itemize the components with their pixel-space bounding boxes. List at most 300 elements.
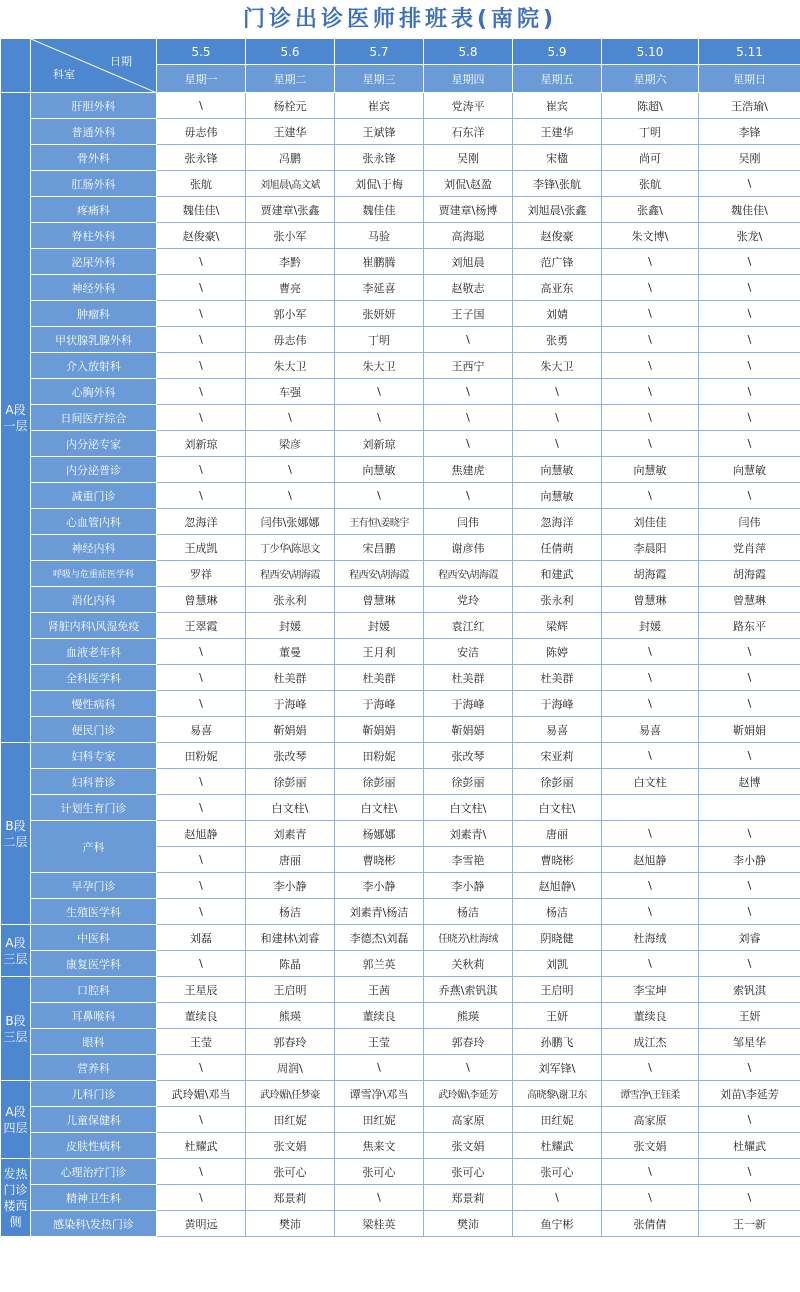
department-name: 泌尿外科 — [31, 249, 157, 275]
doctor-cell: 邹星华 — [699, 1029, 800, 1055]
weekday-header: 星期四 — [424, 65, 513, 93]
doctor-cell: 闫伟 — [424, 509, 513, 535]
department-name: 脊柱外科 — [31, 223, 157, 249]
doctor-cell: 程西安\胡海霞 — [335, 561, 424, 587]
doctor-cell: 王西宁 — [424, 353, 513, 379]
department-name: 康复医学科 — [31, 951, 157, 977]
date-header: 5.6 — [246, 39, 335, 65]
doctor-cell: 李雪艳 — [424, 847, 513, 873]
doctor-cell: 郭春玲 — [424, 1029, 513, 1055]
doctor-cell: 陈婷 — [513, 639, 602, 665]
doctor-cell: \ — [157, 795, 246, 821]
department-name: 全科医学科 — [31, 665, 157, 691]
table-row — [1, 327, 800, 353]
doctor-cell: \ — [602, 249, 699, 275]
doctor-cell: \ — [157, 93, 246, 119]
doctor-cell: 于海峰 — [246, 691, 335, 717]
doctor-cell: 靳娟娟 — [335, 717, 424, 743]
doctor-cell: \ — [424, 379, 513, 405]
doctor-cell: 杜海绒 — [602, 925, 699, 951]
doctor-cell: 白文柱\ — [424, 795, 513, 821]
doctor-cell: \ — [157, 483, 246, 509]
doctor-cell: \ — [157, 379, 246, 405]
doctor-cell: \ — [602, 275, 699, 301]
doctor-cell: \ — [602, 405, 699, 431]
doctor-cell: 王有恒\姜晓宇 — [335, 509, 424, 535]
doctor-cell: 熊瑛 — [424, 1003, 513, 1029]
doctor-cell: 贾建章\张鑫 — [246, 197, 335, 223]
doctor-cell: 白文柱 — [602, 769, 699, 795]
doctor-cell: \ — [157, 769, 246, 795]
doctor-cell: \ — [699, 1159, 800, 1185]
doctor-cell: 武玲媚\邓当 — [157, 1081, 246, 1107]
doctor-cell: \ — [424, 405, 513, 431]
doctor-cell: 高晓黎\谢卫东 — [513, 1081, 602, 1107]
table-row — [1, 431, 800, 457]
doctor-cell: \ — [602, 743, 699, 769]
schedule-table — [0, 38, 800, 1237]
doctor-cell: 任倩萌 — [513, 535, 602, 561]
doctor-cell: 尚可 — [602, 145, 699, 171]
weekday-header: 星期六 — [602, 65, 699, 93]
doctor-cell: \ — [157, 457, 246, 483]
doctor-cell: 董续良 — [157, 1003, 246, 1029]
table-row — [1, 197, 800, 223]
date-header: 5.9 — [513, 39, 602, 65]
doctor-cell: 曹晓彬 — [335, 847, 424, 873]
department-name: 血液老年科 — [31, 639, 157, 665]
doctor-cell: \ — [513, 431, 602, 457]
doctor-cell: 高家原 — [602, 1107, 699, 1133]
department-name: 普通外科 — [31, 119, 157, 145]
table-row — [1, 353, 800, 379]
doctor-cell: \ — [157, 951, 246, 977]
doctor-cell: \ — [424, 1055, 513, 1081]
doctor-cell: \ — [699, 665, 800, 691]
date-header: 5.5 — [157, 39, 246, 65]
doctor-cell: 白文柱\ — [246, 795, 335, 821]
doctor-cell: \ — [157, 665, 246, 691]
doctor-cell: 于海峰 — [335, 691, 424, 717]
doctor-cell: \ — [335, 1185, 424, 1211]
doctor-cell: 杜耀武 — [699, 1133, 800, 1159]
doctor-cell: 魏佳佳\ — [157, 197, 246, 223]
doctor-cell: 路东平 — [699, 613, 800, 639]
doctor-cell: 胡海霞 — [602, 561, 699, 587]
table-row — [1, 1211, 800, 1237]
doctor-cell: 曾慧琳 — [699, 587, 800, 613]
doctor-cell: 张永利 — [513, 587, 602, 613]
doctor-cell: 乔燕\索钒淇 — [424, 977, 513, 1003]
table-row — [1, 587, 800, 613]
table-row — [1, 457, 800, 483]
doctor-cell: 董续良 — [335, 1003, 424, 1029]
doctor-cell: 王浩瑜\ — [699, 93, 800, 119]
table-row — [1, 509, 800, 535]
department-name: 疼痛科 — [31, 197, 157, 223]
doctor-cell: 崔鹏腾 — [335, 249, 424, 275]
doctor-cell: 封媛 — [246, 613, 335, 639]
floor-zone-label: A段 一层 — [1, 93, 31, 743]
table-row — [1, 717, 800, 743]
doctor-cell: 张航 — [157, 171, 246, 197]
doctor-cell: \ — [602, 691, 699, 717]
doctor-cell: 毋志伟 — [157, 119, 246, 145]
doctor-cell: 董曼 — [246, 639, 335, 665]
doctor-cell: 朱大卫 — [335, 353, 424, 379]
weekday-header: 星期三 — [335, 65, 424, 93]
doctor-cell: 赵旭静 — [157, 821, 246, 847]
doctor-cell: 刘侃\于梅 — [335, 171, 424, 197]
doctor-cell: 于海峰 — [424, 691, 513, 717]
doctor-cell: 张可心 — [424, 1159, 513, 1185]
department-name: 心血管内科 — [31, 509, 157, 535]
doctor-cell: 冯鹏 — [246, 145, 335, 171]
doctor-cell: 石东洋 — [424, 119, 513, 145]
doctor-cell: 丁明 — [335, 327, 424, 353]
table-row — [1, 769, 800, 795]
doctor-cell: 闫伟 — [699, 509, 800, 535]
doctor-cell: 马验 — [335, 223, 424, 249]
doctor-cell: 索钒淇 — [699, 977, 800, 1003]
table-row — [1, 691, 800, 717]
doctor-cell: 董续良 — [602, 1003, 699, 1029]
doctor-cell: 李延喜 — [335, 275, 424, 301]
department-name: 神经内科 — [31, 535, 157, 561]
department-name: 营养科 — [31, 1055, 157, 1081]
doctor-cell: 崔宾 — [513, 93, 602, 119]
department-name: 肛肠外科 — [31, 171, 157, 197]
doctor-cell: \ — [602, 327, 699, 353]
doctor-cell: 田红妮 — [335, 1107, 424, 1133]
doctor-cell: 熊瑛 — [246, 1003, 335, 1029]
doctor-cell: 杜耀武 — [157, 1133, 246, 1159]
doctor-cell: 赵俊豪 — [513, 223, 602, 249]
doctor-cell: 李宝坤 — [602, 977, 699, 1003]
table-row — [1, 1003, 800, 1029]
doctor-cell: 徐彭丽 — [424, 769, 513, 795]
department-name: 甲状腺乳腺外科 — [31, 327, 157, 353]
table-row — [1, 1159, 800, 1185]
doctor-cell: 程西安\胡海霞 — [246, 561, 335, 587]
date-header: 5.8 — [424, 39, 513, 65]
doctor-cell: 朱文博\ — [602, 223, 699, 249]
department-name: 骨外科 — [31, 145, 157, 171]
doctor-cell: 王妍 — [699, 1003, 800, 1029]
table-row — [1, 613, 800, 639]
doctor-cell: 焦来文 — [335, 1133, 424, 1159]
doctor-cell: \ — [246, 457, 335, 483]
doctor-cell: 张可心 — [335, 1159, 424, 1185]
department-name: 早孕门诊 — [31, 873, 157, 899]
department-name: 肿瘤科 — [31, 301, 157, 327]
table-row — [1, 925, 800, 951]
department-name: 肾脏内科\风湿免疫 — [31, 613, 157, 639]
table-row — [1, 561, 800, 587]
table-row — [1, 171, 800, 197]
doctor-cell: 李锋 — [699, 119, 800, 145]
doctor-cell: 王翠霞 — [157, 613, 246, 639]
doctor-cell: 安洁 — [424, 639, 513, 665]
department-name: 神经外科 — [31, 275, 157, 301]
table-row — [1, 1107, 800, 1133]
doctor-cell: \ — [157, 1185, 246, 1211]
table-row — [1, 1133, 800, 1159]
doctor-cell: 忽海洋 — [513, 509, 602, 535]
department-name: 精神卫生科 — [31, 1185, 157, 1211]
table-row — [1, 665, 800, 691]
doctor-cell: 杜美群 — [424, 665, 513, 691]
doctor-cell: \ — [335, 379, 424, 405]
doctor-cell: 刘婧 — [513, 301, 602, 327]
doctor-cell: 唐丽 — [246, 847, 335, 873]
table-row — [1, 1055, 800, 1081]
doctor-cell: \ — [335, 405, 424, 431]
table-row — [1, 1185, 800, 1211]
table-row — [1, 1029, 800, 1055]
doctor-cell: 梁彦 — [246, 431, 335, 457]
doctor-cell: 关秋莉 — [424, 951, 513, 977]
doctor-cell: 刘素青 — [246, 821, 335, 847]
doctor-cell: 李晨阳 — [602, 535, 699, 561]
weekday-header: 星期日 — [699, 65, 800, 93]
doctor-cell: 忽海洋 — [157, 509, 246, 535]
doctor-cell: 武玲媚\任梦豪 — [246, 1081, 335, 1107]
doctor-cell: 田红妮 — [246, 1107, 335, 1133]
doctor-cell: 谢彦伟 — [424, 535, 513, 561]
date-column-label: 日期 — [110, 55, 132, 68]
doctor-cell: 赵旭静 — [602, 847, 699, 873]
doctor-cell: 李小静 — [335, 873, 424, 899]
table-row — [1, 743, 800, 769]
doctor-cell: 刘军锋\ — [513, 1055, 602, 1081]
doctor-cell: 郑景莉 — [246, 1185, 335, 1211]
department-name: 生殖医学科 — [31, 899, 157, 925]
doctor-cell: 宋昌鹏 — [335, 535, 424, 561]
doctor-cell: 张勇 — [513, 327, 602, 353]
doctor-cell: 王建华 — [513, 119, 602, 145]
doctor-cell: \ — [424, 483, 513, 509]
doctor-cell: 刘旭晨\高文斌 — [246, 171, 335, 197]
doctor-cell: 贾建章\杨博 — [424, 197, 513, 223]
doctor-cell: \ — [335, 1055, 424, 1081]
department-name: 慢性病科 — [31, 691, 157, 717]
doctor-cell: 刘凯 — [513, 951, 602, 977]
doctor-cell: 封媛 — [602, 613, 699, 639]
doctor-cell: 向慧敏 — [335, 457, 424, 483]
doctor-cell: 李小静 — [246, 873, 335, 899]
doctor-cell: \ — [602, 1185, 699, 1211]
department-name: 口腔科 — [31, 977, 157, 1003]
doctor-cell: 杨洁 — [513, 899, 602, 925]
doctor-cell: 张文娟 — [246, 1133, 335, 1159]
doctor-cell: 李锋\张航 — [513, 171, 602, 197]
doctor-cell: \ — [602, 639, 699, 665]
doctor-cell: 杨娜娜 — [335, 821, 424, 847]
doctor-cell: \ — [157, 1159, 246, 1185]
doctor-cell: 向慧敏 — [513, 457, 602, 483]
doctor-cell: \ — [424, 327, 513, 353]
table-row — [1, 145, 800, 171]
table-row — [1, 535, 800, 561]
doctor-cell: 党涛平 — [424, 93, 513, 119]
doctor-cell: \ — [602, 483, 699, 509]
doctor-cell: 张文娟 — [602, 1133, 699, 1159]
doctor-cell: \ — [602, 951, 699, 977]
department-name: 妇科专家 — [31, 743, 157, 769]
doctor-cell: 郭春玲 — [246, 1029, 335, 1055]
doctor-cell: 崔宾 — [335, 93, 424, 119]
doctor-cell: 梁桂英 — [335, 1211, 424, 1237]
table-row — [1, 119, 800, 145]
date-header: 5.10 — [602, 39, 699, 65]
doctor-cell: 赵敬志 — [424, 275, 513, 301]
doctor-cell: 白文柱\ — [513, 795, 602, 821]
doctor-cell: 樊沛 — [246, 1211, 335, 1237]
doctor-cell: 朱大卫 — [513, 353, 602, 379]
doctor-cell: 王茜 — [335, 977, 424, 1003]
department-name: 儿科门诊 — [31, 1081, 157, 1107]
doctor-cell: 车强 — [246, 379, 335, 405]
doctor-cell: 程西安\胡海霞 — [424, 561, 513, 587]
doctor-cell: 黄明远 — [157, 1211, 246, 1237]
doctor-cell: \ — [157, 405, 246, 431]
doctor-cell: 曹亮 — [246, 275, 335, 301]
doctor-cell: 杜美群 — [246, 665, 335, 691]
doctor-cell: 鱼宁彬 — [513, 1211, 602, 1237]
doctor-cell: 靳娟娟 — [424, 717, 513, 743]
department-name: 内分泌专家 — [31, 431, 157, 457]
doctor-cell: 刘素青\杨洁 — [335, 899, 424, 925]
department-name: 消化内科 — [31, 587, 157, 613]
doctor-cell: 王月利 — [335, 639, 424, 665]
doctor-cell: 王莹 — [157, 1029, 246, 1055]
doctor-cell: 张永锋 — [335, 145, 424, 171]
doctor-cell: \ — [157, 873, 246, 899]
doctor-cell: 曾慧琳 — [602, 587, 699, 613]
doctor-cell: \ — [246, 483, 335, 509]
table-row — [1, 977, 800, 1003]
doctor-cell: \ — [699, 405, 800, 431]
doctor-cell: 王星辰 — [157, 977, 246, 1003]
department-name: 产科 — [31, 821, 157, 873]
weekday-header: 星期一 — [157, 65, 246, 93]
doctor-cell: \ — [699, 379, 800, 405]
corner-blank — [1, 39, 31, 93]
doctor-cell: 党肖萍 — [699, 535, 800, 561]
department-name: 便民门诊 — [31, 717, 157, 743]
table-row — [1, 405, 800, 431]
doctor-cell: \ — [602, 379, 699, 405]
doctor-cell: \ — [699, 301, 800, 327]
doctor-cell: 向慧敏 — [513, 483, 602, 509]
doctor-cell: 郭兰英 — [335, 951, 424, 977]
doctor-cell: \ — [157, 275, 246, 301]
doctor-cell: \ — [157, 639, 246, 665]
department-name: 耳鼻喉科 — [31, 1003, 157, 1029]
doctor-cell: \ — [157, 899, 246, 925]
doctor-cell: 李德杰\刘磊 — [335, 925, 424, 951]
doctor-cell: 成江杰 — [602, 1029, 699, 1055]
page-title: 门诊出诊医师排班表(南院) — [242, 7, 558, 32]
table-row — [1, 821, 800, 847]
doctor-cell: \ — [699, 691, 800, 717]
doctor-cell: 王妍 — [513, 1003, 602, 1029]
doctor-cell: 李小静 — [699, 847, 800, 873]
doctor-cell: 陈晶 — [246, 951, 335, 977]
department-name: 眼科 — [31, 1029, 157, 1055]
doctor-cell: 张永锋 — [157, 145, 246, 171]
table-row — [1, 93, 800, 119]
doctor-cell: 宋楹 — [513, 145, 602, 171]
doctor-cell: 吴刚 — [424, 145, 513, 171]
weekday-header: 星期二 — [246, 65, 335, 93]
doctor-cell: 杜美群 — [335, 665, 424, 691]
doctor-cell: \ — [157, 847, 246, 873]
doctor-cell: 任晓芳\杜海绒 — [424, 925, 513, 951]
doctor-cell: 武玲媚\李延芳 — [424, 1081, 513, 1107]
doctor-cell: 樊沛 — [424, 1211, 513, 1237]
doctor-cell: \ — [513, 405, 602, 431]
doctor-cell: \ — [699, 899, 800, 925]
doctor-cell: \ — [157, 691, 246, 717]
doctor-cell: 刘侃\赵盈 — [424, 171, 513, 197]
doctor-cell: 焦建虎 — [424, 457, 513, 483]
doctor-cell: 王启明 — [246, 977, 335, 1003]
doctor-cell: \ — [602, 665, 699, 691]
floor-zone-label: 发热 门诊 楼西 侧 — [1, 1159, 31, 1237]
floor-zone-label: B段 二层 — [1, 743, 31, 925]
table-row — [1, 639, 800, 665]
table-row — [1, 899, 800, 925]
doctor-cell: 赵旭静\ — [513, 873, 602, 899]
table-row — [1, 1081, 800, 1107]
department-name: 中医科 — [31, 925, 157, 951]
doctor-cell: 陈超\ — [602, 93, 699, 119]
doctor-cell: 杨栓元 — [246, 93, 335, 119]
doctor-cell: 张倩倩 — [602, 1211, 699, 1237]
doctor-cell: 王建华 — [246, 119, 335, 145]
doctor-cell: 郑景莉 — [424, 1185, 513, 1211]
doctor-cell: 王成凯 — [157, 535, 246, 561]
doctor-cell: 刘旭晨\张鑫 — [513, 197, 602, 223]
doctor-cell: 张改琴 — [424, 743, 513, 769]
doctor-cell: \ — [157, 353, 246, 379]
doctor-cell: \ — [513, 1185, 602, 1211]
department-name: 感染科\发热门诊 — [31, 1211, 157, 1237]
doctor-cell: 孙鹏飞 — [513, 1029, 602, 1055]
doctor-cell: 周润\ — [246, 1055, 335, 1081]
doctor-cell: 徐彭丽 — [513, 769, 602, 795]
doctor-cell — [602, 795, 699, 821]
doctor-cell: 宋亚莉 — [513, 743, 602, 769]
doctor-cell: 易喜 — [602, 717, 699, 743]
doctor-cell: 刘新琼 — [157, 431, 246, 457]
doctor-cell: 党玲 — [424, 587, 513, 613]
department-name: 妇科普诊 — [31, 769, 157, 795]
doctor-cell: 于海峰 — [513, 691, 602, 717]
doctor-cell: \ — [699, 873, 800, 899]
doctor-cell — [699, 795, 800, 821]
doctor-cell: 杜耀武 — [513, 1133, 602, 1159]
doctor-cell: 王子国 — [424, 301, 513, 327]
doctor-cell: \ — [699, 353, 800, 379]
doctor-cell: 田粉妮 — [157, 743, 246, 769]
doctor-cell: \ — [335, 483, 424, 509]
doctor-cell: \ — [602, 1159, 699, 1185]
table-row — [1, 249, 800, 275]
department-name: 计划生育门诊 — [31, 795, 157, 821]
